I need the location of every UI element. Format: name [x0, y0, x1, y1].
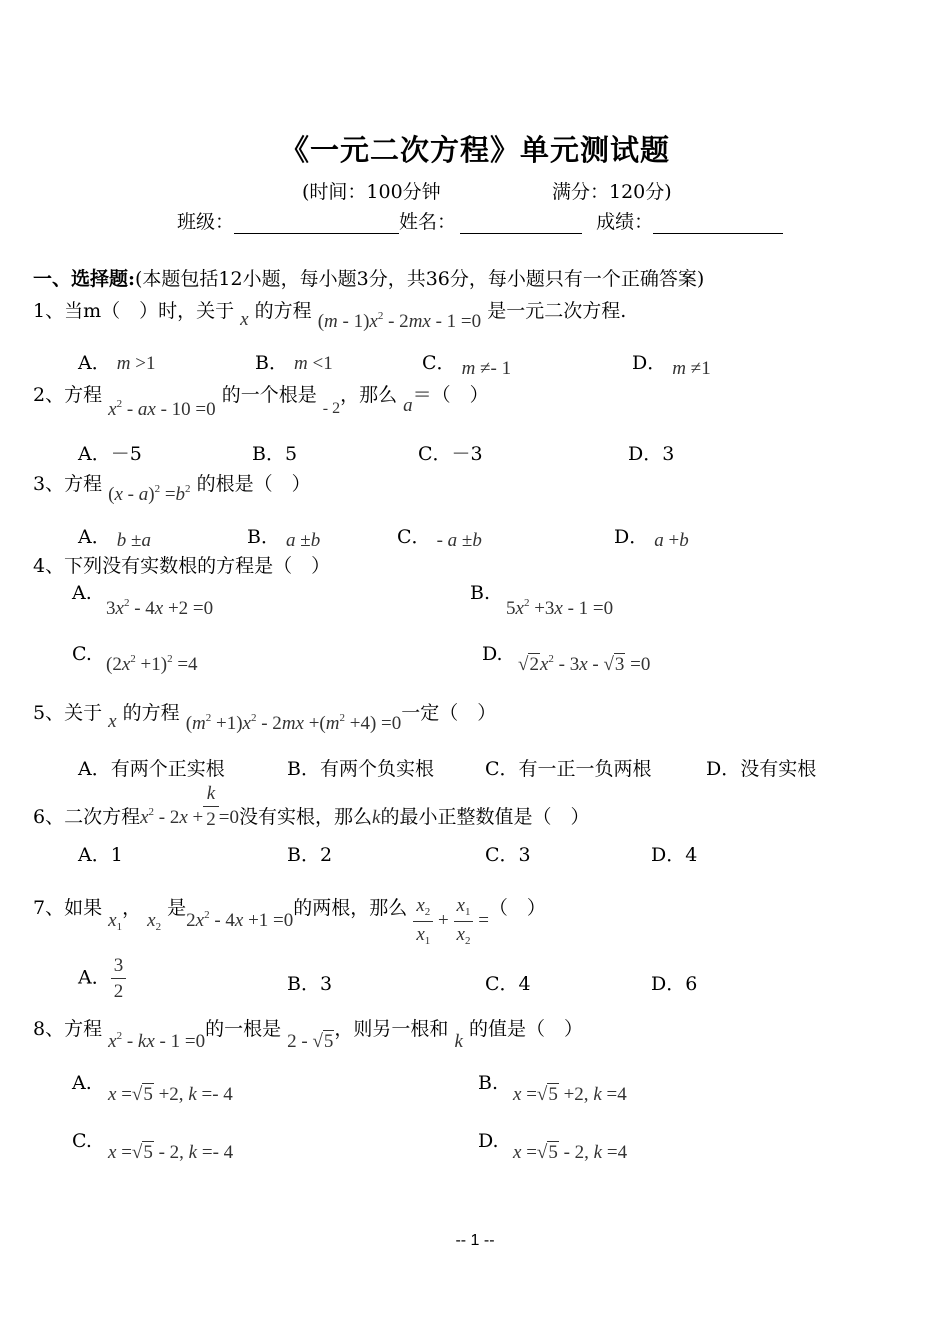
q5-option-d[interactable]: D．没有实根 — [706, 758, 817, 780]
question-5 — [33, 698, 497, 734]
question-1 — [33, 296, 627, 332]
q7-option-d[interactable]: D．6 — [651, 973, 698, 995]
q5-text-post: 一定（ ） — [401, 702, 497, 724]
page-number: -- 1 -- — [455, 1232, 495, 1249]
q8-option-c-label: C. — [72, 1130, 92, 1152]
q3-option-c[interactable]: C． - a ±b — [397, 526, 482, 551]
q2-option-a[interactable]: A．－5 — [78, 443, 142, 465]
q4-option-a-label: A. — [72, 582, 92, 604]
q1-option-a[interactable]: A． m >1 — [78, 352, 156, 374]
q7-text-post1: 的两根，那么 — [293, 896, 408, 919]
q8-option-d-label: D. — [478, 1130, 499, 1152]
q6-text-pre: 6、二次方程 — [33, 805, 141, 828]
section-title: 一、选择题: — [33, 268, 136, 290]
q1-option-b[interactable]: B． m <1 — [255, 352, 333, 374]
q3-option-c-label: C． — [397, 526, 431, 548]
q8-option-a-label: A. — [72, 1072, 92, 1094]
class-line — [177, 207, 783, 234]
question-3 — [33, 469, 311, 505]
q1-option-d[interactable]: D． m ≠1 — [632, 352, 711, 379]
q3-option-a[interactable]: A． b ±a — [78, 526, 151, 551]
grade-blank[interactable] — [653, 215, 783, 234]
q1-text-post: 是一元二次方程. — [487, 300, 627, 322]
full-score: 满分：120分) — [552, 181, 672, 203]
q5-text-pre: 5、关于 — [33, 702, 103, 724]
section-heading — [33, 264, 704, 291]
section-note: (本题包括12小题，每小题3分，共36分，每小题只有一个正确答案) — [135, 268, 705, 290]
time-limit: (时间：100分钟 — [302, 181, 441, 203]
q3-option-d[interactable]: D． a +b — [614, 526, 689, 551]
q2-option-b[interactable]: B．5 — [252, 443, 298, 465]
q6-option-d[interactable]: D．4 — [651, 844, 698, 866]
q6-text-mid: 没有实根，那么 — [238, 805, 372, 828]
q8-option-d[interactable]: x =√5 - 2, k =4 — [513, 1142, 628, 1163]
page-title: 《一元二次方程》单元测试题 — [279, 133, 670, 167]
question-8 — [33, 1014, 583, 1052]
q7-text-post2: （ ） — [488, 896, 546, 919]
grade-label: 成绩： — [596, 211, 654, 233]
q1-option-b-label: B． — [255, 352, 288, 374]
q3-text-pre: 3、方程 — [33, 473, 103, 495]
q5-option-b[interactable]: B．有两个负实根 — [287, 758, 434, 780]
name-blank[interactable] — [460, 215, 582, 234]
q2-text-post2: ＝（ ） — [412, 384, 489, 406]
q2-root: - 2 — [322, 400, 341, 417]
q4-option-b-label: B. — [470, 582, 491, 604]
q1-option-d-label: D． — [632, 352, 667, 374]
q4-option-d-label: D. — [482, 643, 503, 665]
q3-option-d-label: D． — [614, 526, 649, 548]
q8-option-b[interactable]: x =√5 +2, k =4 — [513, 1084, 627, 1105]
question-7 — [33, 884, 546, 947]
q4-option-d[interactable]: $√2x^2 - 3x - √3 =0$ — [518, 653, 651, 675]
q1-option-a-label: A． — [78, 352, 111, 374]
q2-option-d[interactable]: D．3 — [628, 443, 675, 465]
q6-equation: $x^2 - 2x$ + $\frac{k}{2}$ =0 — [140, 783, 239, 830]
q3-option-a-label: A． — [78, 526, 111, 548]
q8-text-post1: ，则另一根和 — [334, 1018, 449, 1040]
q3-text-post: 的根是（ ） — [196, 473, 311, 495]
q3-equation: $(x - a)^2 =b^2$ — [108, 483, 191, 505]
q7-option-c[interactable]: C．4 — [485, 973, 531, 995]
question-2 — [33, 380, 489, 420]
q1-text-mid: 的方程 — [254, 300, 312, 322]
question-4: 4、下列没有实数根的方程是（ ） — [33, 555, 331, 577]
q1-option-c[interactable]: C． m ≠- 1 — [422, 352, 512, 379]
question-6 — [33, 784, 589, 829]
q5-option-a[interactable]: A．有两个正实根 — [78, 758, 225, 780]
q6-option-c[interactable]: C．3 — [485, 844, 531, 866]
q5-option-c[interactable]: C．有一正一负两根 — [485, 758, 652, 780]
q2-option-c[interactable]: C．－3 — [418, 443, 483, 465]
q1-var-x: x — [240, 309, 249, 330]
q4-option-a[interactable]: $3x^2 - 4x +2 =0$ — [106, 597, 214, 619]
name-label: 姓名： — [399, 211, 457, 233]
q1-equation: $(m - 1)x^2 - 2mx - 1 =0$ — [317, 310, 482, 332]
q5-text-mid: 的方程 — [122, 702, 180, 724]
q4-option-b[interactable]: $5x^2 +3x - 1 =0$ — [506, 597, 614, 619]
q7-comma: ， — [122, 896, 142, 919]
q8-option-a[interactable]: x =√5 +2, k =- 4 — [108, 1084, 233, 1105]
q2-equation: $x^2$ - ax - 10 =0 — [108, 398, 216, 420]
q8-var-k: k — [454, 1031, 463, 1052]
q2-text-mid: 的一个根是 — [221, 384, 317, 406]
q7-option-a[interactable]: A． $\frac{3}{2}$ — [78, 956, 126, 1001]
q6-text-post: 的最小正整数值是（ ） — [380, 805, 590, 828]
q2-text-post1: ，那么 — [340, 384, 398, 406]
q4-option-c-label: C. — [72, 643, 92, 665]
q8-equation: $x^2$ - kx - 1 =0 — [108, 1030, 206, 1052]
q7-var-x2: $x_2$ — [147, 909, 162, 933]
class-blank[interactable] — [234, 215, 399, 234]
q8-option-b-label: B. — [478, 1072, 499, 1094]
q7-text-mid: 是 — [167, 896, 187, 919]
q6-option-b[interactable]: B．2 — [287, 844, 333, 866]
q5-equation: $(m^2 +1)x^2 - 2mx +(m^2 +4) =0$ — [185, 712, 402, 734]
q1-text-pre: 1、当m（ ）时，关于 — [33, 300, 235, 322]
q8-root: 2 - √5 — [287, 1031, 334, 1052]
q6-var-k: k — [372, 806, 381, 828]
q7-var-x1: $x_1$ — [108, 909, 123, 933]
q4-option-c[interactable]: $(2x^2 +1)^2 =4$ — [106, 653, 198, 675]
q3-option-b-label: B． — [247, 526, 280, 548]
q6-option-a[interactable]: A．1 — [78, 844, 123, 866]
q7-option-b[interactable]: B．3 — [287, 973, 333, 995]
q8-option-c[interactable]: x =√5 - 2, k =- 4 — [108, 1142, 234, 1163]
class-label: 班级： — [177, 211, 235, 233]
q8-text-post2: 的值是（ ） — [468, 1018, 583, 1040]
q2-var-a: a — [403, 395, 413, 416]
q7-text-pre: 7、如果 — [33, 896, 103, 919]
q8-text-pre: 8、方程 — [33, 1018, 103, 1040]
q3-option-b[interactable]: B． a ±b — [247, 526, 321, 551]
q7-expression: $\frac{x_2}{x_1}$ + $\frac{x_1}{x_2}$ = — [413, 910, 489, 931]
q2-text-pre: 2、方程 — [33, 384, 103, 406]
q7-equation: $2x^2 - 4x +1 =0$ — [186, 908, 294, 931]
q1-option-c-label: C． — [422, 352, 456, 374]
q8-text-mid: 的一根是 — [205, 1018, 282, 1040]
q5-var-x: x — [108, 711, 117, 732]
q7-option-a-label: A． — [78, 966, 111, 989]
